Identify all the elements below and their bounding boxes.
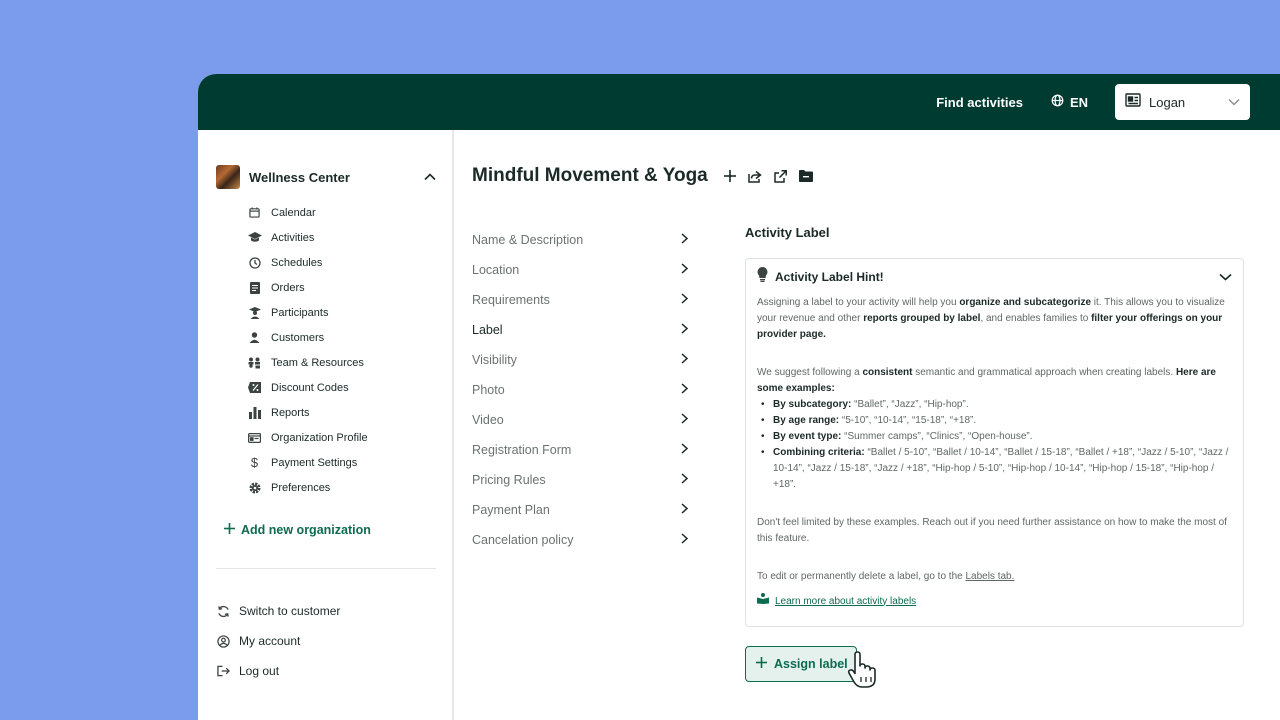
chevron-right-icon — [681, 473, 688, 487]
discount-icon — [246, 379, 263, 396]
switch-to-customer-link[interactable] — [216, 596, 340, 626]
text: it. This allows you to visualize your revenue and other — [757, 297, 1225, 324]
sidebar-item-schedules[interactable] — [246, 250, 368, 275]
user-dropdown[interactable] — [1115, 84, 1250, 120]
clock-icon — [246, 254, 263, 271]
graduation-cap-icon — [246, 229, 263, 246]
footer-label: Switch to customer — [239, 604, 341, 618]
text: We suggest following a — [757, 367, 863, 378]
calendar-icon — [246, 204, 263, 221]
sidebar-item-participants[interactable] — [246, 300, 368, 325]
hint-body — [757, 295, 1232, 610]
step-registration-form[interactable] — [472, 435, 692, 465]
step-pricing-rules[interactable] — [472, 465, 692, 495]
bold-text: consistent — [862, 367, 913, 378]
step-label-active[interactable] — [472, 315, 692, 345]
step-label: Photo — [472, 383, 505, 397]
gear-icon — [246, 479, 263, 496]
bullet-text: “Ballet / 5-10”, “Ballet / 10-14”, “Ballet / 15-18”, “Ballet / +18”, “Jazz / 5-10”, “Jazz / 10-14”, “Jazz / 15-18”, “Jazz / +18”, “Hip-hop / 5-10”, “Hip-hop / 10-14”, “Hip-hop / 15-18”, “Hip-hop / +18”. — [773, 447, 1229, 490]
sidebar-item-label: Customers — [271, 331, 325, 344]
step-requirements[interactable] — [472, 285, 692, 315]
bullet-text: “Summer camps”, “Clinics”, “Open-house”. — [841, 431, 1033, 442]
step-label: Video — [472, 413, 504, 427]
bold-text: organize and subcategorize — [959, 297, 1092, 308]
org-header[interactable] — [216, 166, 436, 188]
hint-paragraph-4 — [757, 569, 1232, 585]
assign-label-button[interactable] — [745, 646, 857, 682]
sidebar-item-customers[interactable] — [246, 325, 368, 350]
chevron-right-icon — [681, 233, 688, 247]
title-row — [472, 165, 813, 187]
text: To edit or permanently delete a label, go to the — [757, 571, 966, 582]
share-icon[interactable] — [748, 170, 762, 183]
plus-icon — [224, 523, 235, 537]
main-content — [456, 130, 1280, 720]
chevron-right-icon — [681, 503, 688, 517]
top-bar — [198, 74, 1280, 130]
step-label: Registration Form — [472, 443, 572, 457]
bar-chart-icon — [246, 404, 263, 421]
sidebar-item-payment-settings[interactable] — [246, 450, 368, 475]
sidebar-item-label: Orders — [271, 281, 305, 294]
chevron-right-icon — [681, 413, 688, 427]
logout-icon — [216, 665, 230, 677]
hand-cursor-icon — [846, 651, 880, 692]
id-card-icon — [246, 429, 263, 446]
bold-text: filter your offerings on your provider page. — [757, 313, 1223, 340]
hint-box — [745, 258, 1244, 627]
hint-paragraph-2 — [757, 365, 1232, 397]
examples-list — [761, 397, 1232, 493]
step-label: Label — [472, 323, 503, 337]
chevron-right-icon — [681, 533, 688, 547]
account-circle-icon — [216, 635, 230, 648]
org-avatar — [216, 165, 240, 189]
hint-paragraph-3: Don't feel limited by these examples. Reach out if you need further assistance on how to make the most of this feature. — [757, 517, 1227, 544]
refresh-icon — [216, 605, 230, 618]
profile-card-icon — [1125, 93, 1141, 112]
step-visibility[interactable] — [472, 345, 692, 375]
add-icon[interactable] — [724, 170, 736, 182]
label-panel — [745, 225, 1244, 682]
lightbulb-icon — [757, 267, 768, 287]
step-label: Name & Description — [472, 233, 584, 247]
chevron-right-icon — [681, 263, 688, 277]
receipt-icon — [246, 279, 263, 296]
bullet-text: “5-10”, “10-14”, “15-18”, “+18”. — [839, 415, 977, 426]
chevron-right-icon — [681, 383, 688, 397]
step-label: Location — [472, 263, 520, 277]
book-icon — [757, 593, 769, 610]
step-cancelation-policy[interactable] — [472, 525, 692, 555]
language-selector[interactable] — [1051, 94, 1088, 110]
assign-label-text: Assign label — [774, 657, 848, 671]
text: Assigning a label to your activity will help you — [757, 297, 960, 308]
list-item — [761, 397, 1232, 413]
sidebar-item-label: Organization Profile — [271, 431, 368, 444]
bullet-term: By event type: — [773, 431, 842, 442]
find-activities-link[interactable]: Find activities — [936, 94, 1023, 110]
org-name: Wellness Center — [249, 169, 350, 185]
sidebar-item-label: Team & Resources — [271, 356, 364, 369]
log-out-link[interactable] — [216, 656, 340, 686]
external-link-icon[interactable] — [774, 170, 787, 183]
sidebar-nav — [246, 200, 368, 500]
dollar-icon: $ — [250, 455, 259, 470]
add-new-organization-button[interactable] — [224, 523, 371, 537]
sidebar-item-team-resources[interactable] — [246, 350, 368, 375]
team-icon — [246, 354, 263, 371]
language-label: EN — [1069, 94, 1088, 110]
sidebar-item-label: Schedules — [271, 256, 323, 269]
hint-paragraph-1 — [757, 295, 1232, 343]
text: , and enables families to — [980, 313, 1092, 324]
chevron-right-icon — [681, 353, 688, 367]
add-org-label: Add new organization — [241, 523, 371, 537]
step-label: Visibility — [472, 353, 517, 367]
sidebar-item-label: Activities — [271, 231, 315, 244]
sidebar-item-organization-profile[interactable] — [246, 425, 368, 450]
bullet-term: By subcategory: — [773, 399, 852, 410]
step-location[interactable] — [472, 255, 692, 285]
sidebar-item-orders[interactable] — [246, 275, 368, 300]
person-icon — [246, 329, 263, 346]
hint-title: Activity Label Hint! — [775, 270, 884, 284]
page-title: Mindful Movement & Yoga — [472, 165, 708, 186]
spacer — [757, 343, 1232, 365]
chevron-down-icon — [1228, 93, 1240, 111]
app-window — [198, 74, 1280, 720]
sidebar — [198, 130, 454, 720]
sidebar-item-label: Discount Codes — [271, 381, 349, 394]
sidebar-footer — [216, 596, 340, 686]
step-photo[interactable] — [472, 375, 692, 405]
text: semantic and grammatical approach when creating labels. — [912, 367, 1176, 378]
globe-icon — [1051, 94, 1064, 110]
student-icon — [246, 304, 263, 321]
bold-text: Here are some examples: — [757, 367, 1216, 394]
user-name: Logan — [1149, 94, 1186, 110]
folder-icon[interactable] — [799, 170, 813, 182]
footer-label: Log out — [239, 664, 280, 678]
panel-title: Activity Label — [745, 225, 830, 240]
list-item — [761, 429, 1232, 445]
spacer — [757, 547, 1232, 569]
step-name-description[interactable] — [472, 225, 692, 255]
sidebar-item-reports[interactable] — [246, 400, 368, 425]
list-item — [761, 413, 1232, 429]
step-video[interactable] — [472, 405, 692, 435]
my-account-link[interactable] — [216, 626, 340, 656]
spacer — [757, 493, 1232, 515]
sidebar-item-label: Preferences — [271, 481, 331, 494]
sidebar-item-discount-codes[interactable] — [246, 375, 368, 400]
chevron-down-icon[interactable] — [1219, 268, 1232, 286]
list-item — [761, 445, 1232, 493]
footer-label: My account — [239, 634, 301, 648]
sidebar-item-label: Calendar — [271, 206, 316, 219]
plus-icon — [756, 657, 767, 671]
learn-more-label: Learn more about activity labels — [775, 595, 917, 607]
sidebar-item-preferences[interactable] — [246, 475, 368, 500]
sidebar-item-calendar[interactable] — [246, 200, 368, 225]
sidebar-divider — [216, 568, 436, 569]
step-payment-plan[interactable] — [472, 495, 692, 525]
sidebar-item-label: Payment Settings — [271, 456, 358, 469]
step-label: Requirements — [472, 293, 550, 307]
sidebar-item-label: Participants — [271, 306, 329, 319]
bullet-text: “Ballet”, “Jazz”, “Hip-hop”. — [851, 399, 969, 410]
step-label: Pricing Rules — [472, 473, 546, 487]
title-actions — [724, 170, 813, 183]
chevron-up-icon[interactable] — [424, 168, 436, 186]
bold-text: reports grouped by label — [863, 313, 981, 324]
bullet-term: By age range: — [773, 415, 840, 426]
bullet-term: Combining criteria: — [773, 447, 865, 458]
chevron-right-icon — [681, 443, 688, 457]
chevron-right-icon — [681, 323, 688, 337]
learn-more-link[interactable] — [757, 593, 1232, 610]
hint-header[interactable] — [757, 269, 1232, 285]
step-label: Cancelation policy — [472, 533, 574, 547]
step-label: Payment Plan — [472, 503, 550, 517]
sidebar-item-label: Reports — [271, 406, 310, 419]
labels-tab-link[interactable]: Labels tab. — [965, 571, 1015, 582]
chevron-right-icon — [681, 293, 688, 307]
step-list — [472, 225, 692, 555]
sidebar-item-activities[interactable] — [246, 225, 368, 250]
